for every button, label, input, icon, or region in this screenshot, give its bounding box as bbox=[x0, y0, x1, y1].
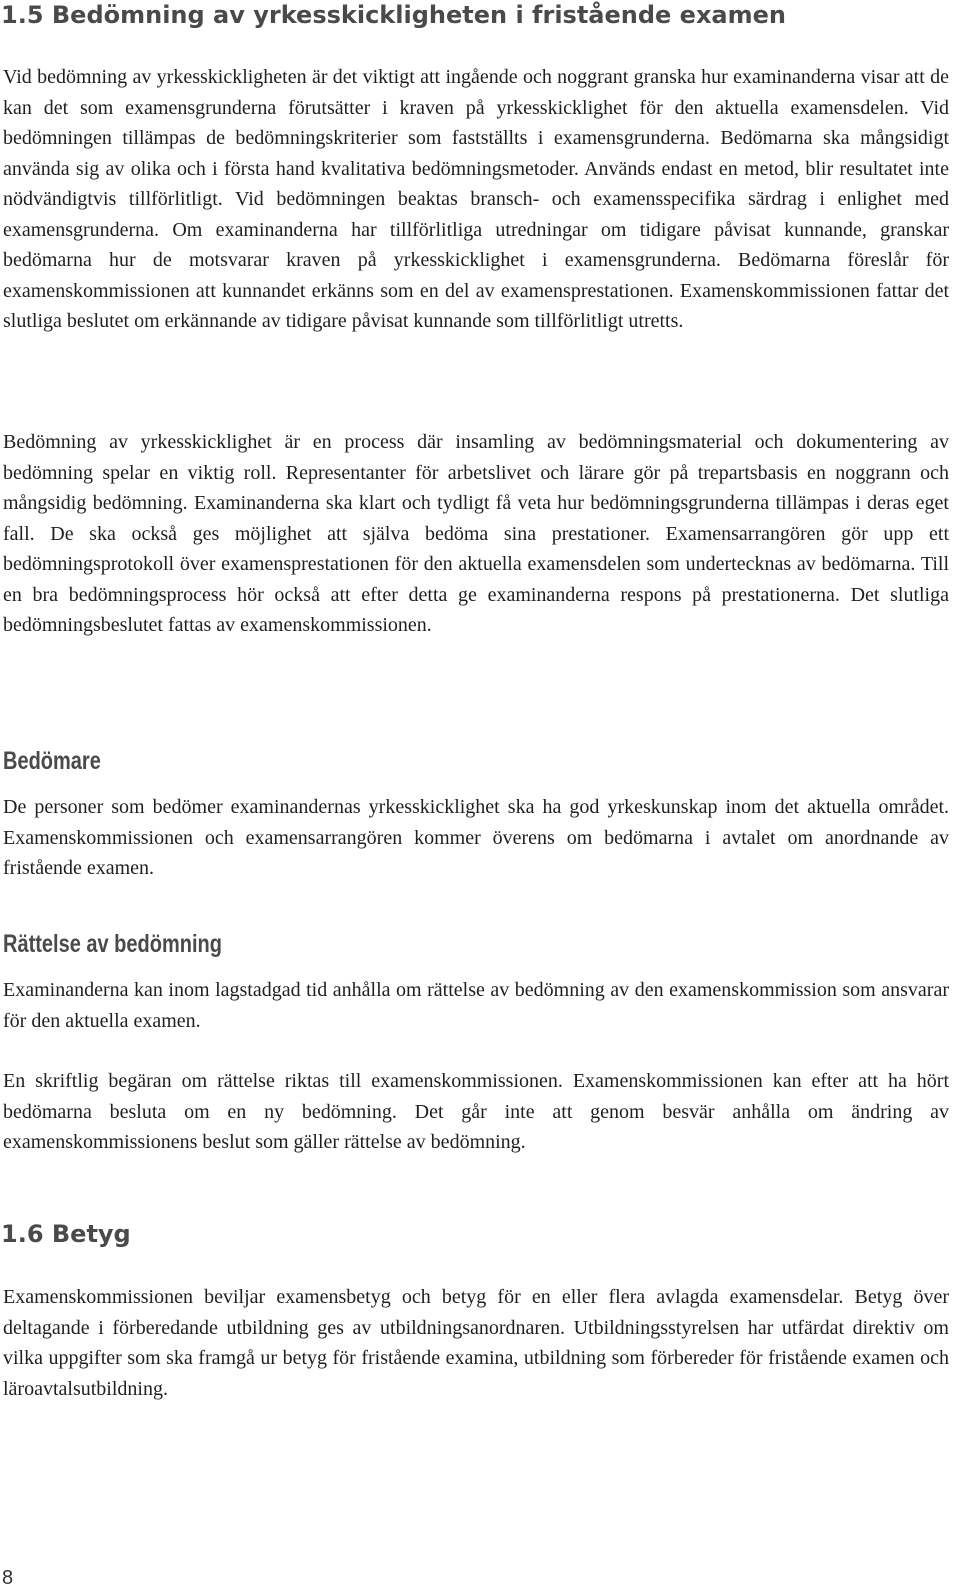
section-heading-1-6: 1.6 Betyg bbox=[1, 1220, 131, 1248]
paragraph-bedomare: De personer som bedömer examinandernas yrkesskicklighet ska ha god yrkeskunskap inom det aktuella området. Examenskommissionen och examensarrangören kommer överens om bedömarna i avtalet om anordnande av fristående examen. bbox=[3, 796, 949, 879]
paragraph-betyg: Examenskommissionen beviljar examensbetyg och betyg för en eller flera avlagda examensdelar. Betyg över deltagande i förberedande utbildning ges av utbildningsanordnaren. Utbildningsstyrelsen har utfärdat direktiv om vilka uppgifter som ska framgå ur betyg för fristående examina, utbildning som förbereder för fristående examen och läroavtalsutbildning. bbox=[3, 1286, 949, 1400]
paragraph-rattelse-request: En skriftlig begäran om rättelse riktas till examenskommissionen. Examenskommissionen kan efter att ha hört bedömarna besluta om en ny bedömning. Det går inte att genom besvär anhålla om ändring av examenskommissionens beslut som gäller rättelse av bedömning. bbox=[3, 1070, 949, 1153]
subheading-rattelse: Rättelse av bedömning bbox=[3, 930, 222, 958]
page-number: 8 bbox=[2, 1567, 14, 1589]
subheading-bedomare: Bedömare bbox=[3, 747, 101, 775]
paragraph-assessment-process: Bedömning av yrkesskicklighet är en process där insamling av bedömningsmaterial och dokumentering av bedömning spelar en viktig roll. Representanter för arbetslivet och lärare gör på trepartsbasis en noggrann och mångsidig bedömning. Examinanderna ska klart och tydligt få veta hur bedömningsgrunderna tillämpas i deras eget fall. De ska också ges möjlighet att själva bedöma sina prestationer. Examensarrangören gör upp ett bedömningsprotokoll över examensprestationen för den aktuella examensdelen som undertecknas av bedömarna. Till en bra bedömningsprocess hör också att efter detta ge examinanderna respons på prestationerna. Det slutliga bedömningsbeslutet fattas av examenskommissionen. bbox=[3, 431, 949, 636]
section-heading-1-5: 1.5 Bedömning av yrkesskickligheten i fristående examen bbox=[1, 1, 786, 29]
paragraph-assessment-intro: Vid bedömning av yrkesskickligheten är det viktigt att ingående och noggrant granska hur examinanderna visar att de kan det som examensgrunderna förutsätter i kraven på yrkesskicklighet för den aktuella examensdelen. Vid bedömningen tillämpas de bedömningskriterier som fastställts i examensgrunderna. Bedömarna ska mångsidigt använda sig av olika och i första hand kvalitativa bedömningsmetoder. Används endast en metod, blir resultatet inte nödvändigtvis tillförlitligt. Vid bedömningen beaktas bransch- och examensspecifika särdrag i enlighet med examensgrunderna. Om examinanderna har tillförlitliga utredningar om tidigare påvisat kunnande, granskar bedömarna hur de motsvarar kraven på yrkesskicklighet i examensgrunderna. Bedömarna föreslår för examenskommissionen att kunnandet erkänns som en del av examensprestationen. Examenskommissionen fattar det slutliga beslutet om erkännande av tidigare påvisat kunnande som tillförlitligt utretts. bbox=[3, 66, 949, 332]
paragraph-rattelse-time: Examinanderna kan inom lagstadgad tid anhålla om rättelse av bedömning av den examenskommission som ansvarar för den aktuella examen. bbox=[3, 979, 949, 1032]
